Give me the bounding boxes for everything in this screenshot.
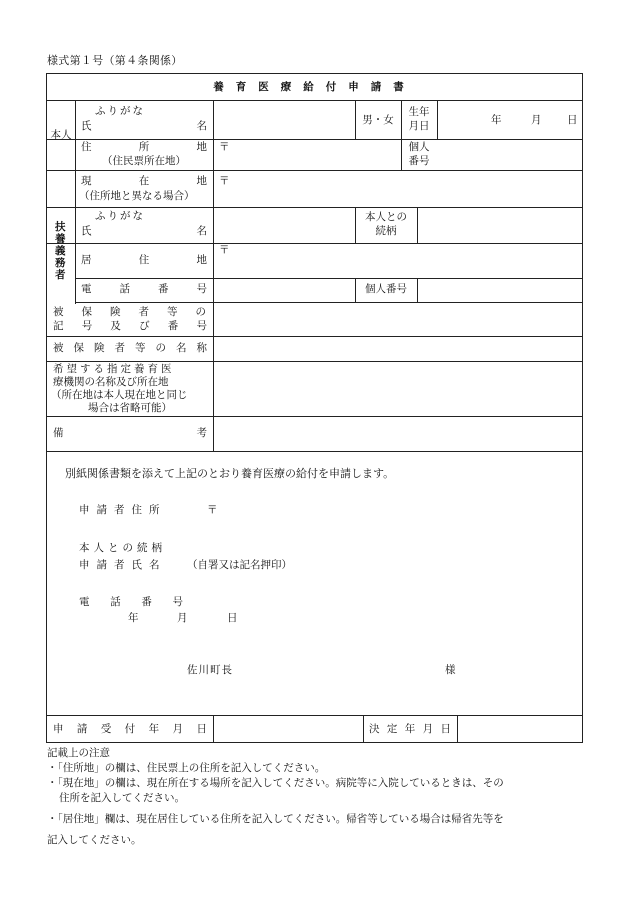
current-location-label: 現 在 地 bbox=[81, 175, 207, 187]
residence-label: 居 住 地 bbox=[81, 254, 207, 266]
rule bbox=[47, 139, 582, 140]
guardian-section-label: 扶養義務者 bbox=[55, 221, 66, 281]
application-date-day: 日 bbox=[227, 612, 238, 624]
address-label: 住 所 地 bbox=[81, 141, 207, 153]
remarks-label: 備 考 bbox=[53, 427, 207, 439]
rule bbox=[47, 416, 582, 417]
notes-heading: 記載上の注意 bbox=[47, 747, 110, 759]
rule bbox=[47, 170, 582, 171]
person-section-label: 本人 bbox=[50, 129, 72, 141]
facility-label-line2: 療機関の名称及び所在地 bbox=[53, 376, 169, 388]
note-item: 記入してください。 bbox=[47, 834, 142, 846]
rule bbox=[47, 100, 582, 101]
note-item: 住所を記入してください。 bbox=[59, 792, 185, 804]
facility-label-line4: 場合は省略可能） bbox=[88, 402, 172, 414]
rule bbox=[437, 100, 438, 139]
guardian-phone-label: 電 話 番 号 bbox=[81, 283, 207, 295]
applicant-phone-label: 電 話 番 号 bbox=[79, 596, 183, 608]
notes bbox=[47, 746, 504, 848]
recipient: 佐川町長 bbox=[187, 664, 233, 676]
rule bbox=[213, 100, 214, 451]
applicant-name-label: 申請者氏名 bbox=[79, 559, 167, 571]
rule bbox=[213, 715, 214, 743]
rule bbox=[363, 715, 364, 743]
applicant-postal-mark: 〒 bbox=[207, 504, 218, 516]
current-location-sub-label: （住所地と異なる場合） bbox=[79, 190, 195, 202]
applicant-address-label: 申請者住所 bbox=[79, 504, 167, 516]
insured-label-line2: 記 号 及 び 番 号 bbox=[53, 320, 207, 332]
birth-month-unit: 月 bbox=[531, 114, 542, 126]
person-furigana-label: ふりがな bbox=[95, 105, 145, 117]
rule bbox=[47, 715, 582, 716]
form-caption: 様式第１号（第４条関係） bbox=[47, 54, 183, 67]
guardian-id-label: 個人番号 bbox=[365, 283, 407, 295]
address-sub-label: （住民票所在地） bbox=[102, 155, 186, 167]
facility-label-line3: （所在地は本人現在地と同じ bbox=[51, 389, 188, 401]
decision-date-label: 決 定 年 月 日 bbox=[369, 723, 451, 735]
guardian-furigana-label: ふりがな bbox=[95, 210, 145, 222]
facility-label-line1: 希望する指定養育医 bbox=[53, 363, 175, 375]
rule bbox=[47, 243, 582, 244]
application-form bbox=[46, 73, 583, 743]
applicant-relation-label: 本人との続柄 bbox=[79, 542, 166, 554]
birth-year-unit: 年 bbox=[491, 114, 502, 126]
signature-note: （自署又は記名押印） bbox=[187, 559, 292, 571]
honorific: 様 bbox=[445, 664, 456, 676]
rule bbox=[417, 278, 418, 302]
rule bbox=[417, 207, 418, 243]
application-date-month: 月 bbox=[177, 612, 188, 624]
insurer-name-label: 被 保 険 者 等 の 名 称 bbox=[53, 342, 207, 354]
insured-label-line1: 被 保 険 者 等 の bbox=[53, 306, 207, 318]
postal-mark: 〒 bbox=[219, 175, 230, 187]
guardian-name-label: 氏 名 bbox=[81, 225, 207, 237]
rule bbox=[75, 100, 76, 304]
person-id-label-line2: 番号 bbox=[408, 155, 430, 167]
birth-label-line2: 月日 bbox=[408, 120, 430, 132]
postal-mark: 〒 bbox=[219, 244, 230, 256]
rule bbox=[47, 336, 582, 337]
rule bbox=[47, 451, 582, 452]
relation-label-line1: 本人との bbox=[365, 211, 407, 223]
note-item: ・「住所地」の欄は、住民票上の住所を記入してください。 bbox=[47, 762, 326, 774]
birth-label-line1: 生年 bbox=[408, 106, 430, 118]
birth-day-unit: 日 bbox=[567, 114, 578, 126]
received-date-label: 申 請 受 付 年 月 日 bbox=[53, 723, 207, 735]
relation-label-line2: 続柄 bbox=[375, 225, 397, 237]
rule bbox=[47, 207, 582, 208]
gender-label: 男・女 bbox=[362, 114, 394, 126]
person-name-label: 氏 名 bbox=[81, 120, 207, 132]
rule bbox=[75, 278, 582, 279]
application-date-year: 年 bbox=[128, 612, 139, 624]
rule bbox=[457, 715, 458, 743]
rule bbox=[75, 302, 582, 303]
note-item: ・「現在地」の欄は、現在所在する場所を記入してください。病院等に入院しているときは、その bbox=[47, 777, 504, 789]
note-item: ・「居住地」欄は、現在居住している住所を記入してください。帰省等している場合は帰省先等を bbox=[47, 813, 504, 825]
rule bbox=[47, 361, 582, 362]
postal-mark: 〒 bbox=[219, 141, 230, 153]
application-statement: 別紙関係書類を添えて上記のとおり養育医療の給付を申請します。 bbox=[65, 467, 395, 480]
person-id-label-line1: 個人 bbox=[408, 141, 430, 153]
form-title: 養育医療給付申請書 bbox=[213, 81, 416, 93]
